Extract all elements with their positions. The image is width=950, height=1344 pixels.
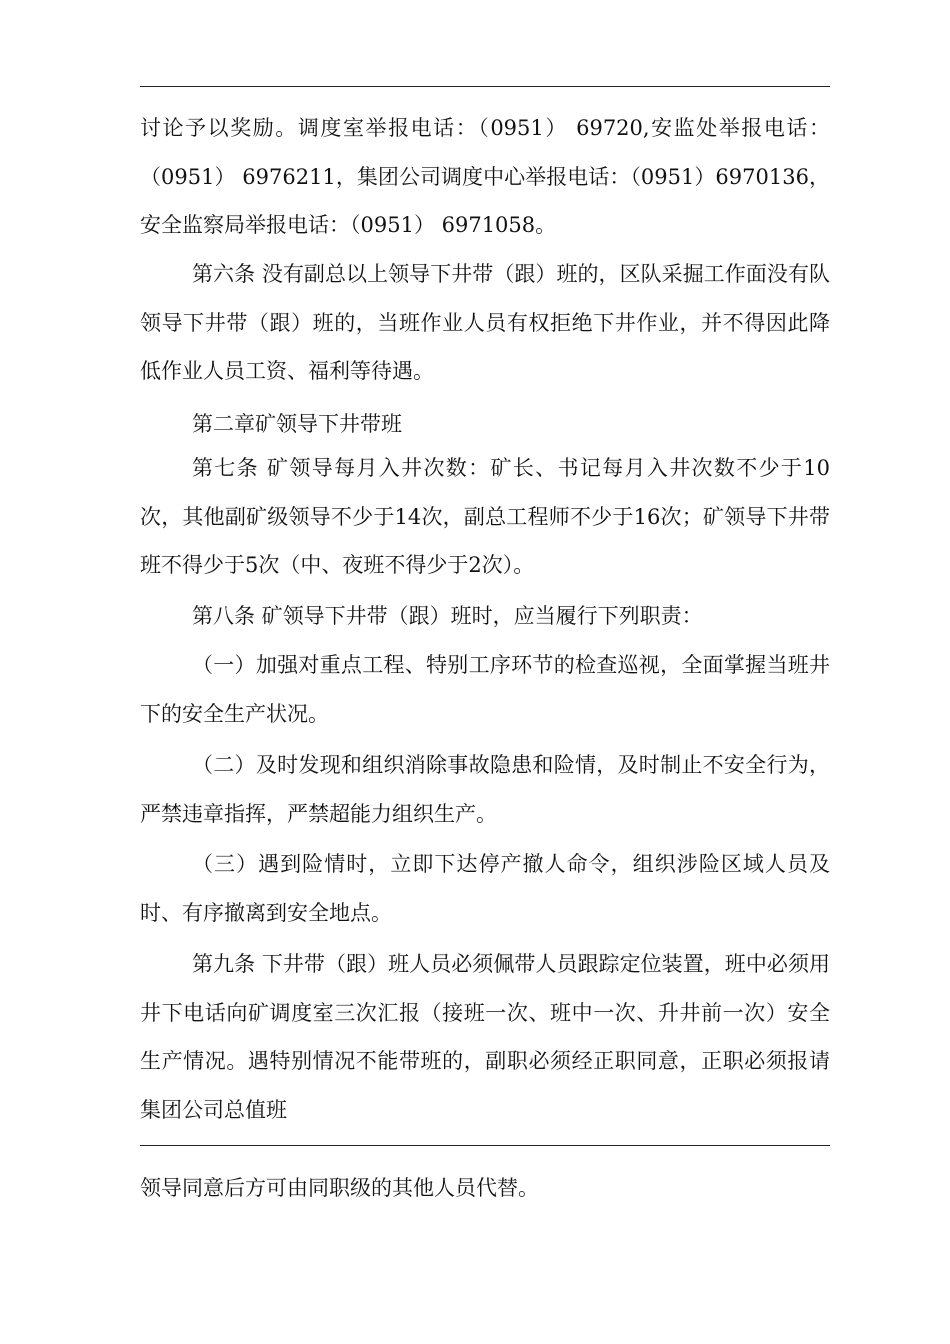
paragraph-article-9: 第九条 下井带（跟）班人员必须佩带人员跟踪定位装置，班中必须用井下电话向矿调度室三次汇报（接班一次、班中一次、升井前一次）安全生产情况。遇特别情况不能带班的，副职必须经正职同意，正职必须报请集团公司总值班 — [140, 952, 830, 1122]
paragraph-article-6: 第六条 没有副总以上领导下井带（跟）班的，区队采掘工作面没有队领导下井带（跟）班的，当班作业人员有权拒绝下井作业，并不得因此降低作业人员工资、福利等待遇。 — [140, 262, 830, 383]
chapter-2-heading: 第二章矿领导下井带班 — [192, 412, 402, 436]
paragraph-article-8: 第八条 矿领导下井带（跟）班时，应当履行下列职责： — [192, 604, 703, 628]
paragraph-duty-3: （三）遇到险情时，立即下达停产撤人命令，组织涉险区域人员及时、有序撤离到安全地点。 — [140, 852, 830, 925]
footer-continuation: 领导同意后方可由同职级的其他人员代替。 — [140, 1176, 539, 1200]
paragraph-report-phones: 讨论予以奖励。调度室举报电话：（0951） 69720,安监处举报电话：（0951） 6976211，集团公司调度中心举报电话：（0951）6970136，安全监察局举报电话：（0951） 6971058。 — [140, 116, 830, 237]
paragraph-duty-1: （一）加强对重点工程、特别工序环节的检查巡视，全面掌握当班井下的安全生产状况。 — [140, 653, 830, 726]
paragraph-article-7: 第七条 矿领导每月入井次数：矿长、书记每月入井次数不少于10次，其他副矿级领导不少于14次，副总工程师不少于16次；矿领导下井带班不得少于5次（中、夜班不得少于2次）。 — [140, 456, 830, 577]
paragraph-duty-2: （二）及时发现和组织消除事故隐患和险情，及时制止不安全行为，严禁违章指挥，严禁超能力组织生产。 — [140, 753, 830, 826]
bottom-rule — [140, 1145, 830, 1146]
top-rule — [140, 86, 830, 87]
